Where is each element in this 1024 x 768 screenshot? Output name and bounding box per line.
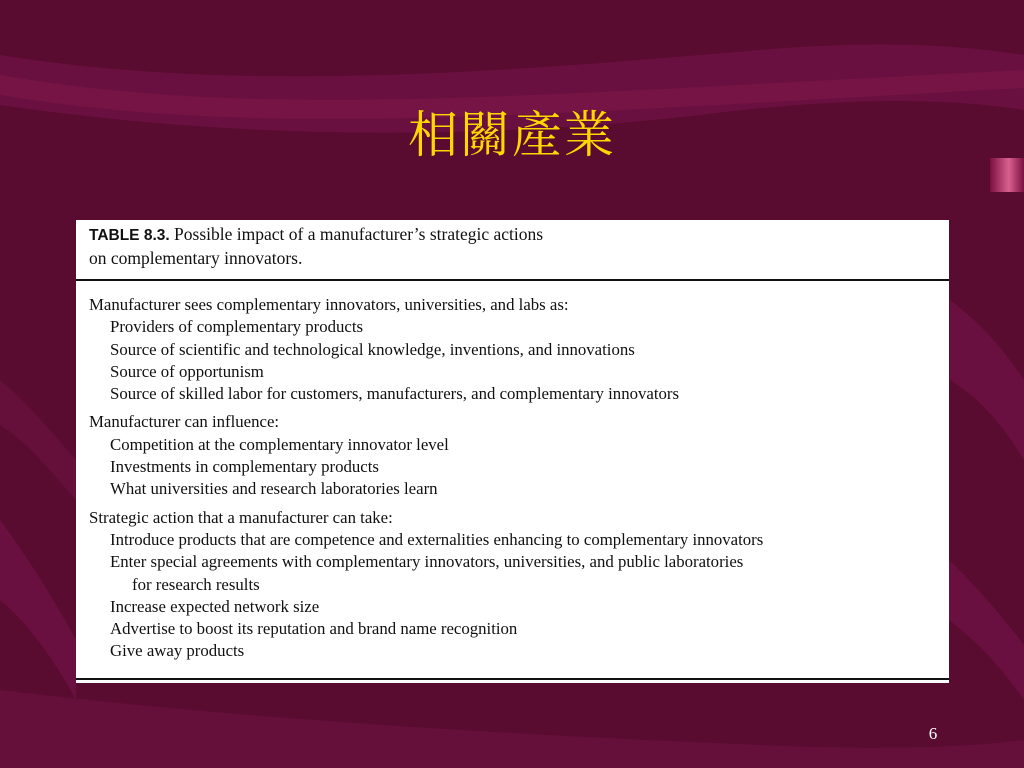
section-heading: Manufacturer can influence: (89, 412, 280, 432)
section-heading: Strategic action that a manufacturer can take: (89, 507, 393, 527)
list-item-continuation: for research results (132, 574, 260, 594)
list-item: Source of skilled labor for customers, manufacturers, and complementary innovators (110, 384, 679, 404)
slide-title: 相關產業 (408, 106, 616, 164)
list-item: Providers of complementary products (110, 317, 364, 337)
list-item: Introduce products that are competence and externalities enhancing to complementary innovators (110, 529, 764, 549)
top-rule (76, 279, 949, 281)
table-label: TABLE 8.3. (89, 227, 170, 244)
list-item: Competition at the complementary innovator level (110, 434, 449, 454)
list-item: Source of scientific and technological knowledge, inventions, and innovations (110, 339, 635, 359)
table-image (76, 220, 949, 683)
list-item: Investments in complementary products (110, 457, 379, 477)
table-caption (89, 223, 909, 270)
section-heading: Manufacturer sees complementary innovators, universities, and labs as: (89, 295, 569, 314)
bottom-rule (76, 678, 949, 680)
list-item: Increase expected network size (110, 596, 320, 616)
page-number: 6 (928, 724, 938, 743)
list-item: Give away products (110, 641, 245, 661)
table-body (76, 294, 949, 663)
list-item: Source of opportunism (110, 361, 264, 381)
caption-line-2: on complementary innovators. (89, 248, 303, 268)
list-item: Enter special agreements with complementary innovators, universities, and public laboratories (110, 552, 744, 572)
list-item: What universities and research laboratories learn (110, 479, 438, 499)
list-item: Advertise to boost its reputation and brand name recognition (110, 619, 518, 639)
caption-text: Possible impact of a manufacturer’s strategic actions (174, 224, 544, 244)
